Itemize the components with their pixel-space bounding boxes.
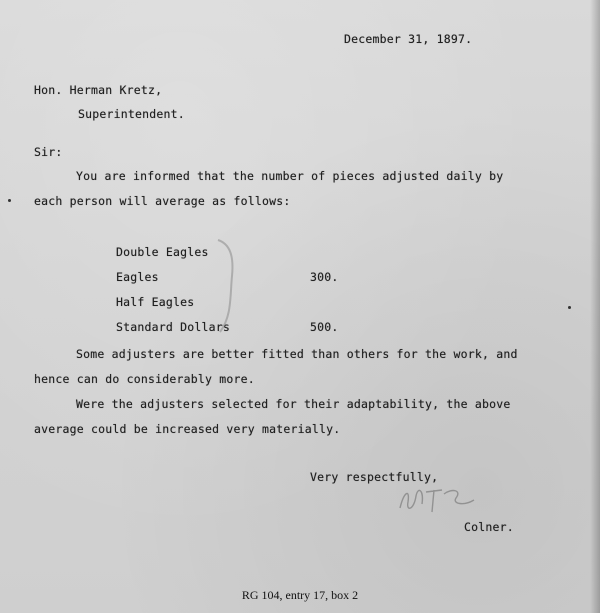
archive-caption: RG 104, entry 17, box 2 bbox=[241, 588, 359, 602]
recipient-title: Superintendent. bbox=[78, 107, 185, 121]
coin-name-half-eagles: Half Eagles bbox=[116, 295, 195, 309]
speck-mark bbox=[8, 199, 11, 202]
recipient-name: Hon. Herman Kretz, bbox=[34, 83, 163, 97]
coin-count-standard-dollars: 500. bbox=[310, 320, 339, 334]
paragraph-2-line-1: Some adjusters are better fitted than others for the work, and bbox=[76, 347, 518, 361]
speck-mark bbox=[568, 306, 571, 309]
handwritten-signature bbox=[396, 482, 480, 516]
coin-count-eagles: 300. bbox=[310, 270, 339, 284]
coin-name-standard-dollars: Standard Dollars bbox=[116, 320, 230, 334]
salutation: Sir: bbox=[34, 145, 63, 159]
paragraph-3-line-2: average could be increased very materially. bbox=[34, 422, 341, 436]
bracket-mark bbox=[212, 236, 252, 336]
page-edge-shadow bbox=[590, 0, 600, 613]
letter-date: December 31, 1897. bbox=[344, 32, 473, 46]
paragraph-1-line-1: You are informed that the number of pieces adjusted daily by bbox=[76, 169, 504, 183]
closing: Very respectfully, bbox=[310, 470, 439, 484]
paragraph-2-line-2: hence can do considerably more. bbox=[34, 372, 255, 386]
coin-name-eagles: Eagles bbox=[116, 270, 159, 284]
coin-name-double-eagles: Double Eagles bbox=[116, 245, 209, 259]
paragraph-1-line-2: each person will average as follows: bbox=[34, 194, 291, 208]
paragraph-3-line-1: Were the adjusters selected for their adaptability, the above bbox=[76, 397, 511, 411]
signature-name: Colner. bbox=[464, 520, 514, 534]
